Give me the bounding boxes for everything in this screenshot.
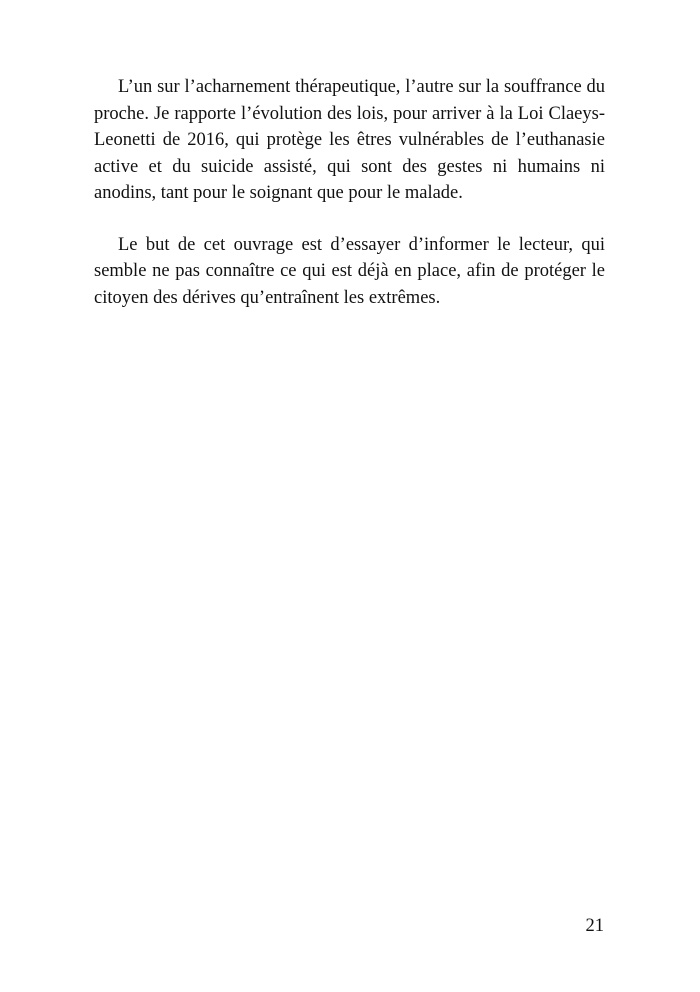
page-number: 21 <box>585 916 604 936</box>
paragraph-1: L’un sur l’acharnement thérapeutique, l’autre sur la souffrance du proche. Je rapporte l’évolution des lois, pour arriver à la Loi Claeys-Leonetti de 2016, qui protège les êtres vulnérables de l’euthanasie active et du suicide assisté, qui sont des gestes ni humains ni anodins, tant pour le soignant que pour le malade. <box>94 77 605 203</box>
paragraph-2: Le but de cet ouvrage est d’essayer d’informer le lecteur, qui semble ne pas connaître ce qui est déjà en place, afin de protéger le citoyen des dérives qu’entraînent les extrêmes. <box>94 234 605 308</box>
body-text <box>94 74 605 336</box>
